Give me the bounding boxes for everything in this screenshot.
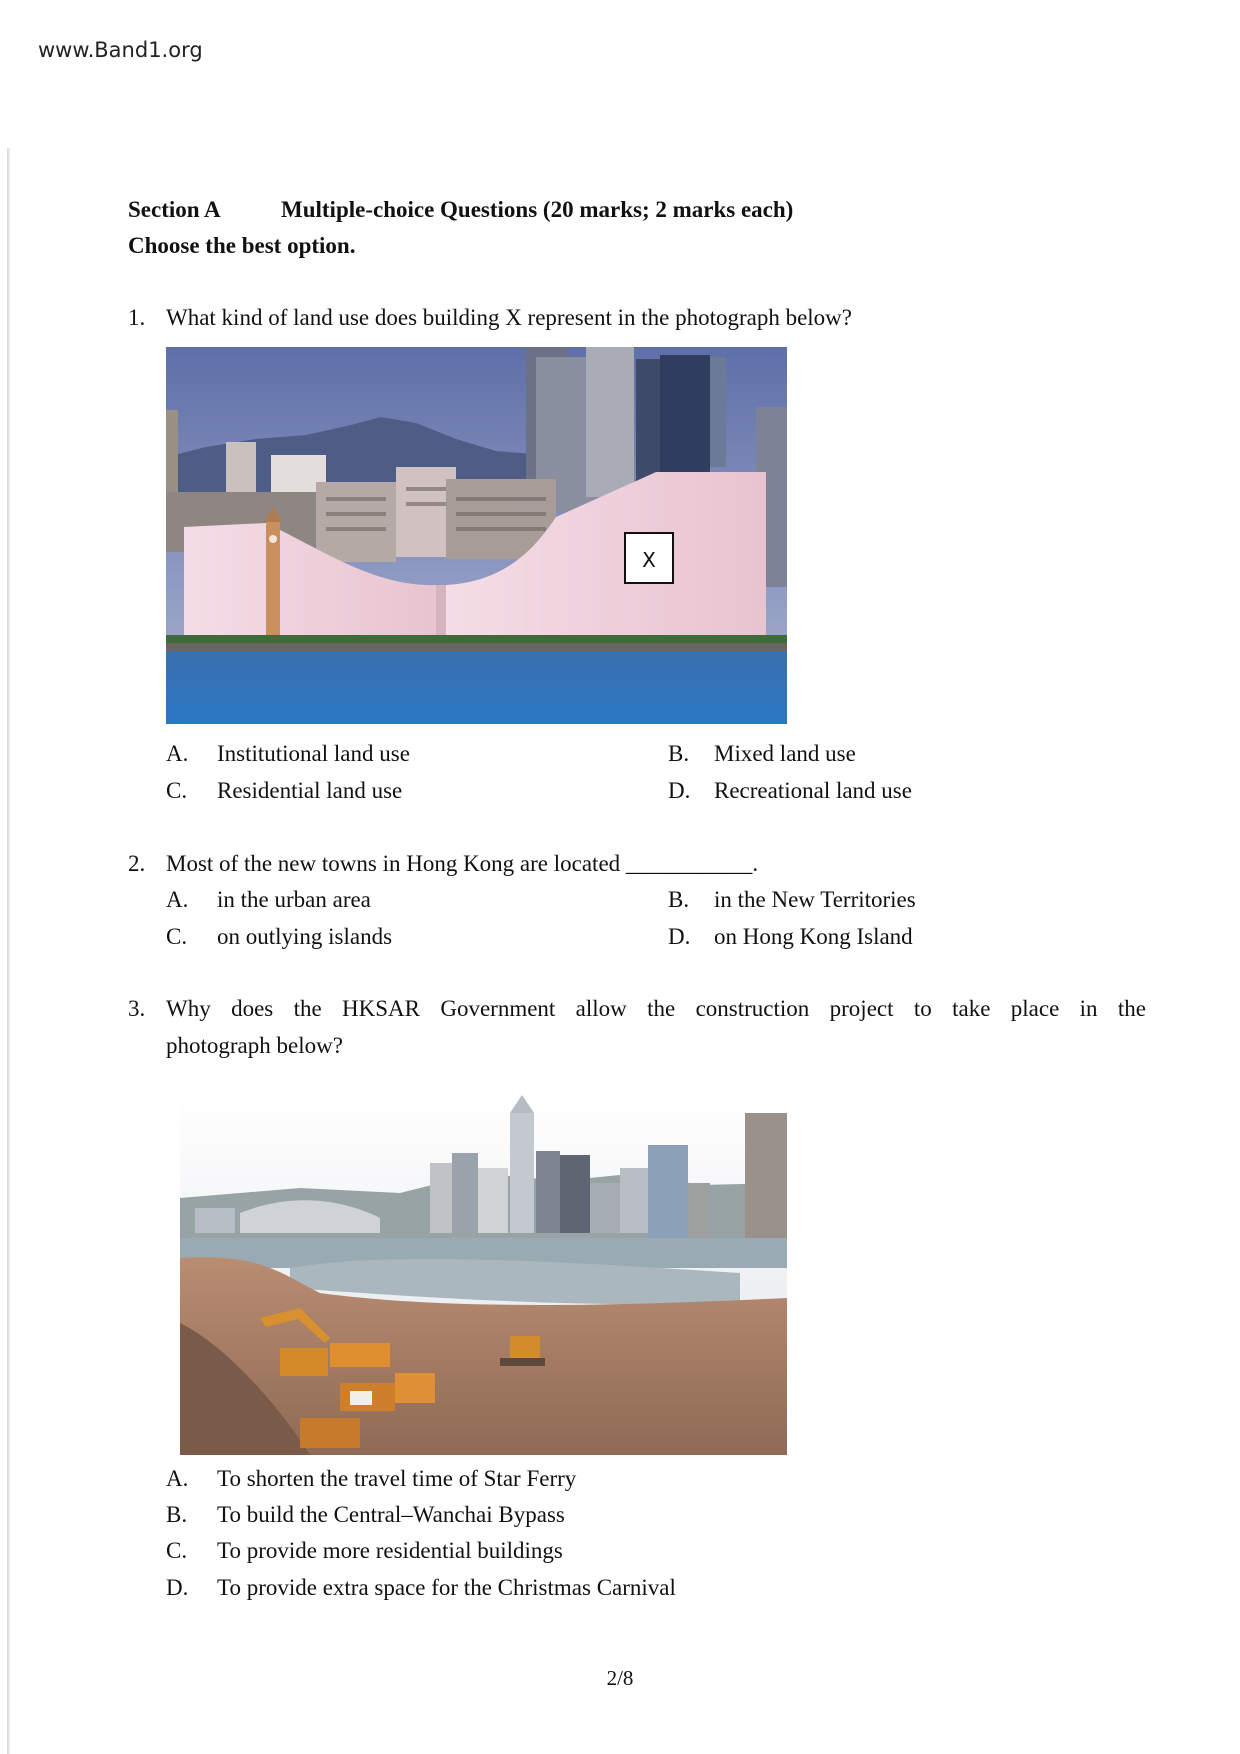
q3-option-b-letter: B. [166,1502,188,1527]
photo-reclamation-site-image [180,1093,787,1455]
photo-reclamation-site [180,1093,787,1455]
q2-option-a-letter: A. [166,887,189,912]
q3-option-c-text: To provide more residential buildings [217,1538,563,1563]
q2-option-b-letter: B. [668,887,690,912]
section-title: Multiple-choice Questions (20 marks; 2 marks each) [281,197,794,222]
q2-option-d-text: on Hong Kong Island [714,924,913,949]
q3-option-c-letter: C. [166,1538,188,1563]
section-label: Section A [128,197,221,222]
question-1-number: 1. [128,305,146,330]
photo-cultural-centre [166,347,787,724]
q1-option-a-text: Institutional land use [217,741,410,766]
question-2-number: 2. [128,851,146,876]
q1-option-c-text: Residential land use [217,778,403,803]
q1-option-c-letter: C. [166,778,188,803]
q2-option-c-text: on outlying islands [217,924,393,949]
page-edge-shadow [7,148,10,1754]
photo-cultural-centre-image [166,347,787,724]
q3-option-a-letter: A. [166,1466,189,1491]
question-3-text-line1: Why does the HKSAR Government allow the construction project to take place in the [166,996,1146,1021]
q2-option-d-letter: D. [668,924,691,949]
q3-option-b-text: To build the Central–Wanchai Bypass [217,1502,565,1527]
q3-option-d-letter: D. [166,1575,189,1600]
q2-option-b-text: in the New Territories [714,887,916,912]
question-1-text: What kind of land use does building X represent in the photograph below? [166,305,853,330]
q1-option-b-letter: B. [668,741,690,766]
q1-option-d-text: Recreational land use [714,778,912,803]
q3-option-d-text: To provide extra space for the Christmas Carnival [217,1575,676,1600]
page-number: 2/8 [606,1666,634,1690]
section-instruction: Choose the best option. [128,233,356,258]
q1-option-a-letter: A. [166,741,189,766]
q3-option-a-text: To shorten the travel time of Star Ferry [217,1466,577,1491]
question-3-number: 3. [128,996,146,1021]
question-2-text: Most of the new towns in Hong Kong are located ___________. [166,851,759,876]
q1-option-d-letter: D. [668,778,691,803]
q2-option-c-letter: C. [166,924,188,949]
q2-option-a-text: in the urban area [217,887,371,912]
building-x-marker: X [642,548,656,572]
site-watermark: www.Band1.org [38,38,203,62]
q1-option-b-text: Mixed land use [714,741,856,766]
question-3-text-line2: photograph below? [166,1033,343,1058]
